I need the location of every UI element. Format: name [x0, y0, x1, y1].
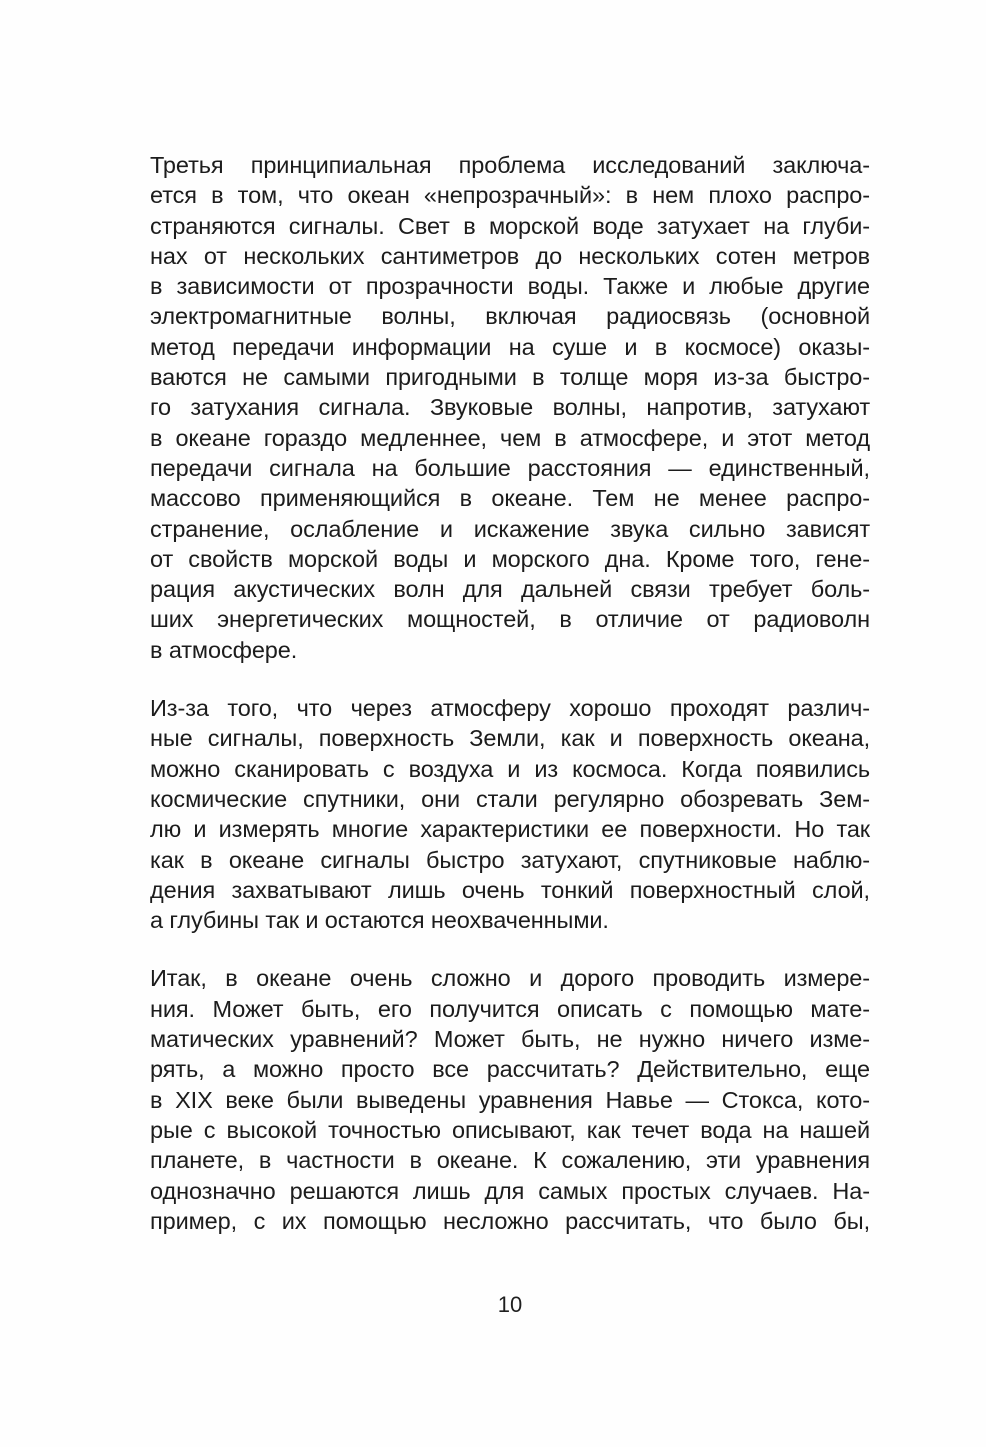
- text-line: в зависимости от прозрачности воды. Также и любые другие: [150, 273, 870, 300]
- text-line: в XIX веке были выведены уравнения Навье — Стокса, кото-: [150, 1086, 870, 1113]
- text-line: Третья принципиальная проблема исследований заключа-: [150, 152, 870, 178]
- text-column: [150, 150, 870, 1236]
- text-line: лю и измерять многие характеристики ее поверхности. Но так: [150, 816, 870, 843]
- text-line: ные сигналы, поверхность Земли, как и поверхность океана,: [150, 725, 870, 752]
- text-line: рять, а можно просто все рассчитать? Действительно, еще: [150, 1056, 870, 1083]
- text-line: пример, с их помощью несложно рассчитать, что было бы,: [150, 1207, 870, 1234]
- text-line: страняются сигналы. Свет в морской воде затухает на глуби-: [150, 212, 870, 239]
- text-line: го затухания сигнала. Звуковые волны, напротив, затухают: [150, 394, 870, 421]
- text-line: ется в том, что океан «непрозрачный»: в нем плохо распро-: [150, 182, 870, 209]
- text-line: массово применяющийся в океане. Тем не менее распро-: [150, 485, 870, 512]
- text-line: матических уравнений? Может быть, не нужно ничего изме-: [150, 1026, 870, 1053]
- paragraph: [150, 150, 870, 665]
- text-line: ваются не самыми пригодными в толще моря из-за быстро-: [150, 364, 870, 391]
- text-line: Итак, в океане очень сложно и дорого проводить измере-: [150, 965, 870, 992]
- text-line: в атмосфере.: [150, 636, 298, 663]
- text-line: Из-за того, что через атмосферу хорошо проходят различ-: [150, 695, 870, 722]
- text-line: а глубины так и остаются неохваченными.: [150, 907, 609, 934]
- page-number: 10: [497, 1292, 523, 1317]
- paragraph: [150, 963, 870, 1236]
- text-line: дения захватывают лишь очень тонкий поверхностный слой,: [150, 876, 870, 903]
- text-line: рые с высокой точностью описывают, как течет вода на нашей: [150, 1116, 870, 1143]
- text-line: странение, ослабление и искажение звука сильно зависят: [150, 515, 870, 542]
- text-line: рация акустических волн для дальней связи требует боль-: [150, 576, 870, 603]
- text-line: можно сканировать с воздуха и из космоса. Когда появились: [150, 755, 870, 782]
- text-line: от свойств морской воды и морского дна. Кроме того, гене-: [150, 545, 870, 572]
- text-line: нах от нескольких сантиметров до нескольких сотен метров: [150, 242, 870, 269]
- paragraph: [150, 693, 870, 935]
- text-line: планете, в частности в океане. К сожалению, эти уравнения: [150, 1147, 870, 1174]
- text-line: как в океане сигналы быстро затухают, спутниковые наблю-: [150, 846, 870, 873]
- text-line: метод передачи информации на суше и в космосе) оказы-: [150, 333, 870, 360]
- text-line: в океане гораздо медленнее, чем в атмосфере, и этот метод: [150, 424, 870, 451]
- text-line: однозначно решаются лишь для самых простых случаев. На-: [150, 1177, 870, 1204]
- text-line: электромагнитные волны, включая радиосвязь (основной: [150, 303, 870, 330]
- text-line: космические спутники, они стали регулярно обозревать Зем-: [150, 785, 870, 812]
- text-line: ния. Может быть, его получится описать с помощью мате-: [150, 995, 870, 1022]
- text-line: ших энергетических мощностей, в отличие от радиоволн: [150, 606, 870, 633]
- text-line: передачи сигнала на большие расстояния — единственный,: [150, 454, 870, 481]
